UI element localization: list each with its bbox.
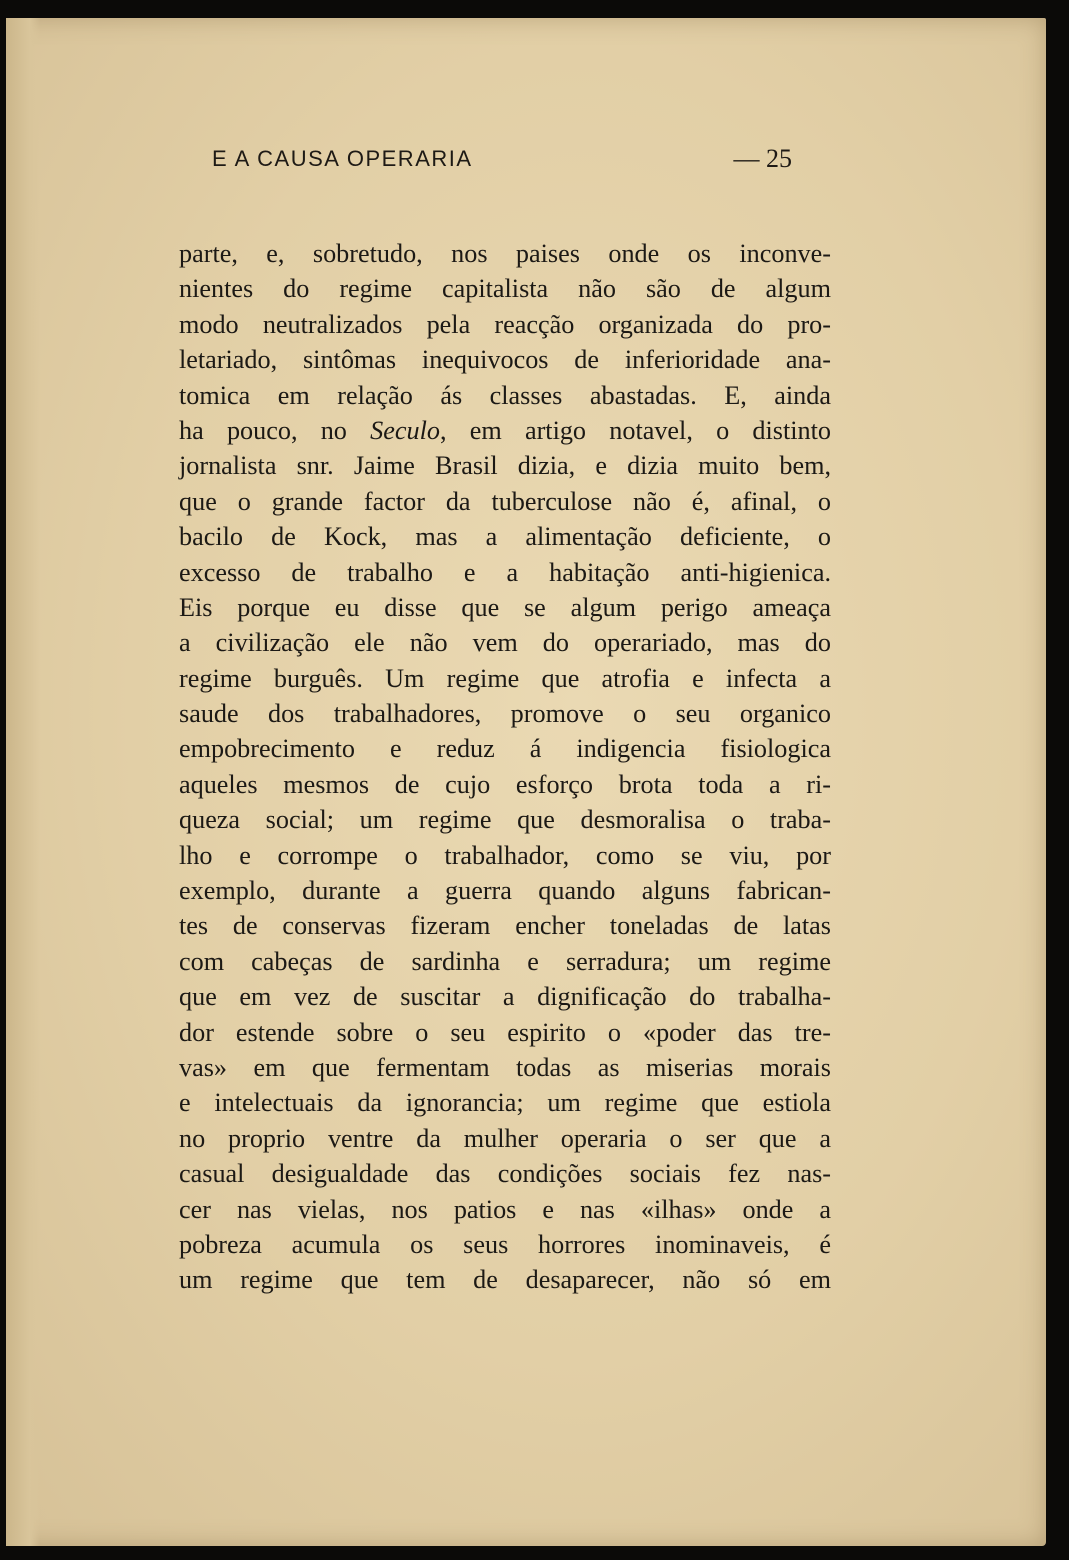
- text-line: [179, 413, 831, 448]
- text-line: queza social; um regime que desmoralisa o traba-: [179, 805, 831, 835]
- text-line: regime burguês. Um regime que atrofia e infecta a: [179, 663, 831, 693]
- text-line: um regime que tem de desaparecer, não só em: [179, 1265, 831, 1295]
- page-gutter: [6, 18, 40, 1546]
- text-line: dor estende sobre o seu espirito o «poder das tre-: [179, 1017, 831, 1047]
- text-line: bacilo de Kock, mas a alimentação deficiente, o: [179, 522, 831, 552]
- body-text: [179, 236, 831, 1298]
- text-line: vas» em que fermentam todas as miserias morais: [179, 1052, 831, 1082]
- text-line: tes de conservas fizeram encher toneladas de latas: [179, 911, 831, 941]
- text-line: tomica em relação ás classes abastadas. E, ainda: [179, 380, 831, 410]
- text-line: jornalista snr. Jaime Brasil dizia, e dizia muito bem,: [179, 451, 831, 481]
- text-line: modo neutralizados pela reacção organizada do pro-: [179, 309, 831, 339]
- text-line: lho e corrompe o trabalhador, como se viu, por: [179, 840, 831, 870]
- text-line: letariado, sintômas inequivocos de inferioridade ana-: [179, 345, 831, 375]
- text-line: e intelectuais da ignorancia; um regime que estiola: [179, 1088, 831, 1118]
- text-line: saude dos trabalhadores, promove o seu organico: [179, 699, 831, 729]
- text-line: a civilização ele não vem do operariado, mas do: [179, 628, 831, 658]
- running-title: E A CAUSA OPERARIA: [212, 146, 473, 171]
- running-header: [212, 142, 792, 182]
- text-line: que o grande factor da tuberculose não é, afinal, o: [179, 486, 831, 516]
- text-line: pobreza acumula os seus horrores inominaveis, é: [179, 1229, 831, 1259]
- page-number: — 25: [733, 144, 792, 173]
- text-line: nientes do regime capitalista não são de algum: [179, 274, 831, 304]
- text-line: excesso de trabalho e a habitação anti-higienica.: [179, 557, 831, 587]
- text-line: exemplo, durante a guerra quando alguns fabrican-: [179, 876, 831, 906]
- text-segment: ha pouco, no: [179, 415, 347, 445]
- text-line: parte, e, sobretudo, nos paises onde os inconve-: [179, 239, 831, 268]
- text-line: Eis porque eu disse que se algum perigo ameaça: [179, 592, 831, 622]
- italic-publication-name: Seculo: [370, 415, 440, 445]
- text-line: que em vez de suscitar a dignificação do trabalha-: [179, 982, 831, 1012]
- text-segment: , em artigo notavel, o distinto: [439, 415, 832, 445]
- text-line: no proprio ventre da mulher operaria o ser que a: [179, 1123, 831, 1153]
- text-line: casual desigualdade das condições sociais fez nas-: [179, 1159, 831, 1189]
- text-line: empobrecimento e reduz á indigencia fisiologica: [179, 734, 831, 764]
- text-line: com cabeças de sardinha e serradura; um regime: [179, 946, 831, 976]
- text-line: cer nas vielas, nos patios e nas «ilhas» onde a: [179, 1194, 831, 1224]
- text-line: aqueles mesmos de cujo esforço brota toda a ri-: [179, 769, 831, 799]
